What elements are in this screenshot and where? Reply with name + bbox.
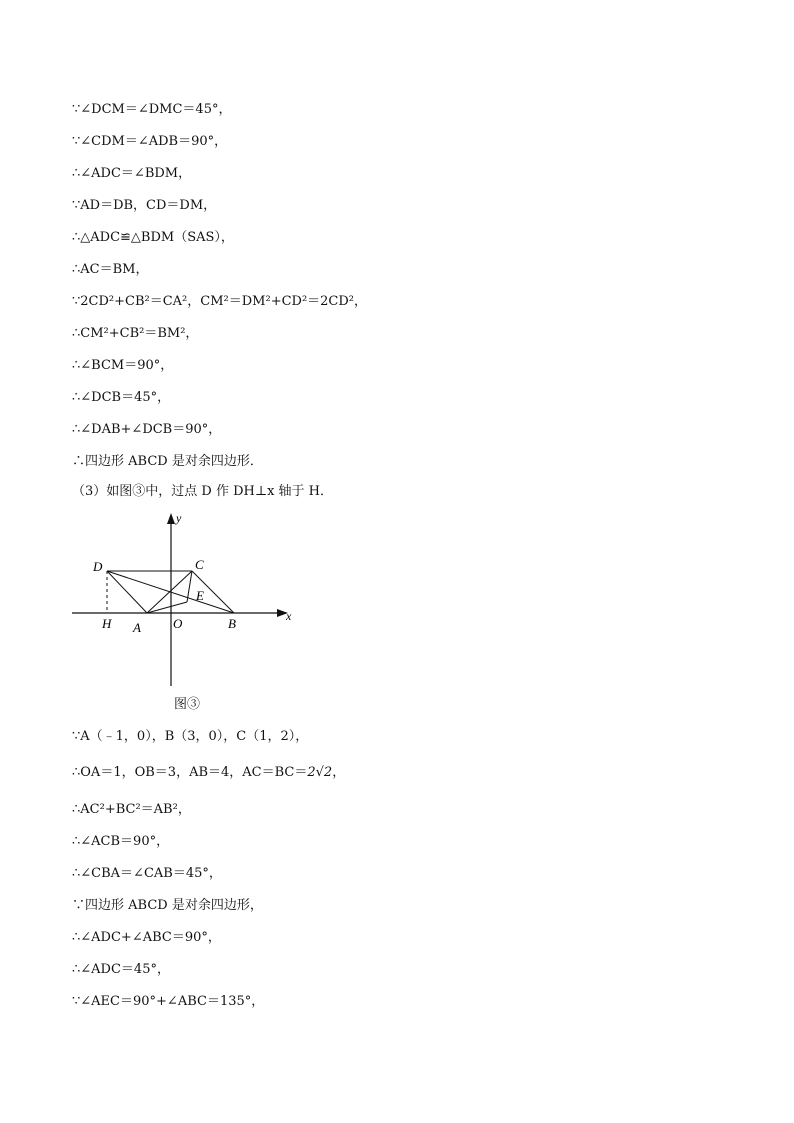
part-3-heading: （3）如图③中，过点 D 作 DH⊥x 轴于 H．: [72, 484, 334, 499]
proof-line-21: ∵∠AEC＝90°+∠ABC＝135°，: [72, 994, 265, 1009]
label-C: C: [195, 557, 204, 572]
proof-line-10: ∴∠DCB＝45°，: [72, 390, 171, 405]
proof-line-3: ∴∠ADC＝∠BDM，: [72, 166, 192, 181]
proof-line-17: ∴∠CBA＝∠CAB＝45°，: [72, 866, 222, 881]
line-14-suffix: ，: [332, 765, 346, 780]
label-y: y: [176, 511, 182, 525]
label-D: D: [93, 559, 103, 574]
proof-line-8: ∴CM²+CB²＝BM²，: [72, 326, 199, 341]
label-x: x: [286, 609, 292, 623]
figure-caption: 图③: [174, 697, 201, 712]
proof-line-7: ∵2CD²+CB²＝CA²，CM²＝DM²+CD²＝2CD²，: [72, 294, 368, 309]
geometry-figure: [70, 508, 300, 690]
proof-line-13: ∵A（﹣1，0），B（3，0），C（1，2），: [72, 729, 309, 744]
proof-line-16: ∴∠ACB＝90°，: [72, 834, 170, 849]
line-14-prefix: ∴OA＝1，OB＝3，AB＝4，AC＝BC＝: [72, 765, 308, 780]
label-E: E: [196, 588, 204, 603]
label-B: B: [228, 616, 236, 631]
proof-line-19: ∴∠ADC+∠ABC＝90°，: [72, 930, 221, 945]
proof-line-12: ∴四边形 ABCD 是对余四边形．: [72, 454, 263, 469]
proof-line-4: ∵AD＝DB，CD＝DM，: [72, 198, 217, 213]
proof-line-1: ∵∠DCM＝∠DMC＝45°，: [72, 102, 232, 117]
proof-line-9: ∴∠BCM＝90°，: [72, 358, 174, 373]
label-H: H: [102, 616, 112, 631]
proof-line-2: ∵∠CDM＝∠ADB＝90°，: [72, 134, 228, 149]
label-A: A: [133, 620, 141, 635]
proof-line-15: ∴AC²+BC²＝AB²，: [72, 802, 191, 817]
proof-line-5: ∴△ADC≌△BDM（SAS），: [72, 230, 234, 245]
proof-line-14: [72, 765, 345, 781]
proof-line-20: ∴∠ADC＝45°，: [72, 962, 170, 977]
proof-line-6: ∴AC＝BM，: [72, 262, 149, 277]
proof-line-18: ∵四边形 ABCD 是对余四边形，: [72, 898, 263, 913]
y-axis-arrow: [167, 513, 175, 524]
proof-line-11: ∴∠DAB+∠DCB＝90°，: [72, 422, 222, 437]
two-root-two: 2√2: [307, 765, 333, 780]
label-O: O: [173, 616, 183, 631]
